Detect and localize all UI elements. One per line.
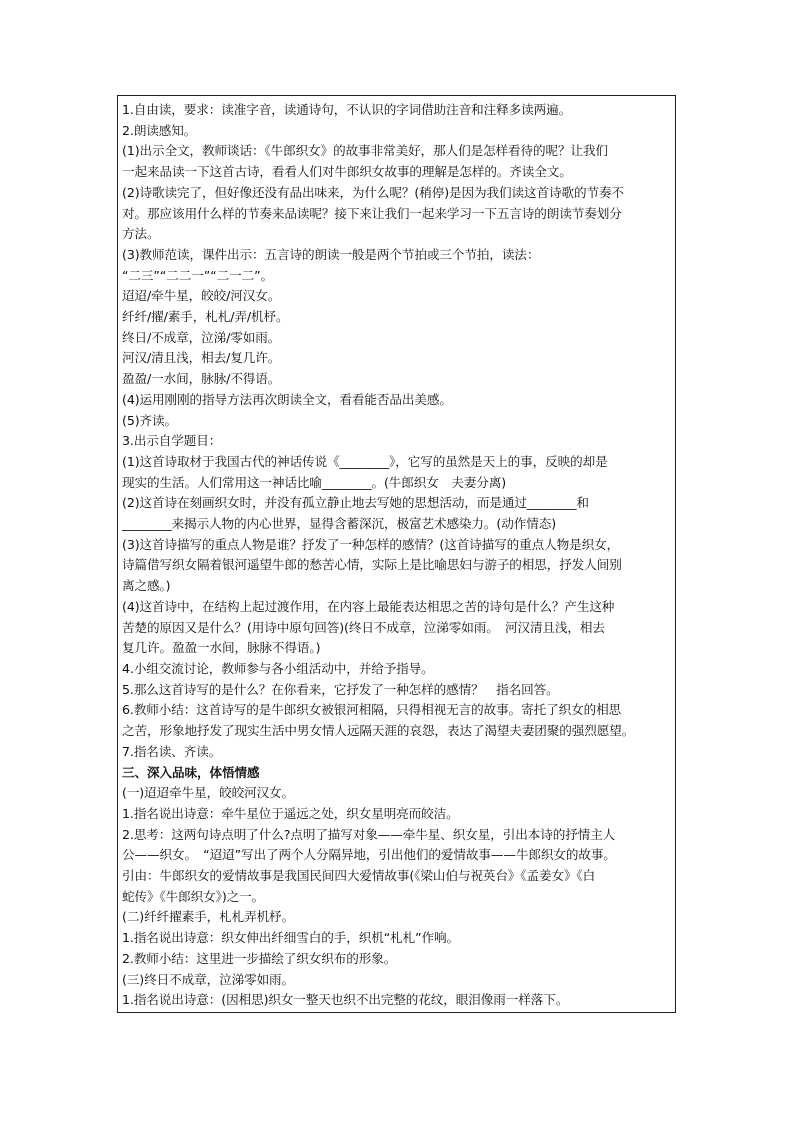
text-line: 1.指名说出诗意：(因相思)织女一整天也织不出完整的花纹，眼泪像雨一样落下。 [122, 992, 569, 1008]
text-line: (2)诗歌读完了，但好像还没有品出味来，为什么呢？(稍停)是因为我们读这首诗歌的节奏不 [122, 184, 624, 200]
text-line: 引由：牛郎织女的爱情故事是我国民间四大爱情故事(《梁山伯与祝英台》《孟姜女》《白 [122, 868, 596, 884]
text-line: “二三”“二二一”“二一二”。 [122, 267, 273, 283]
section-heading: 三、深入品味，体悟情感 [122, 764, 260, 780]
text-line: 复几许。盈盈一水间，脉脉不得语。) [122, 640, 321, 656]
text-line: 一起来品读一下这首古诗，看看人们对牛郎织女故事的理解是怎样的。齐读全文。 [122, 164, 572, 180]
text-line: 2.思考：这两句诗点明了什么?点明了描写对象——牵牛星、织女星，引出本诗的抒情主人 [122, 826, 616, 842]
text-line: ________来揭示人物的内心世界，显得含蓄深沉，极富艺术感染力。(动作情态) [122, 516, 557, 532]
text-line: 苦楚的原因又是什么？(用诗中原句回答)(终日不成章，泣涕零如雨。 河汉清且浅，相去 [122, 619, 605, 635]
text-line: 公——织女。 “迢迢”写出了两个人分隔异地，引出他们的爱情故事——牛郎织女的故事。 [122, 847, 616, 863]
text-line: (1)出示全文，教师谈话：《牛郎织女》的故事非常美好，那人们是怎样看待的呢？让我们 [122, 143, 609, 159]
text-line: 5.那么这首诗写的是什么？在你看来，它抒发了一种怎样的感情？ 指名回答。 [122, 681, 559, 697]
text-line: (三)终日不成章，泣涕零如雨。 [122, 971, 295, 987]
text-line: 之苦，形象地抒发了现实生活中男女情人远隔天涯的哀怨，表达了渴望夫妻团聚的强烈愿望。 [122, 723, 635, 739]
text-line: 盈盈/一水间，脉脉/不得语。 [122, 371, 281, 387]
text-line: (3)教师范读，课件出示：五言诗的朗读一般是两个节拍或三个节拍，读法： [122, 246, 540, 262]
text-line: 对。那应该用什么样的节奏来品读呢？接下来让我们一起来学习一下五言诗的朗读节奏划分 [122, 205, 622, 221]
text-line: 7.指名读、齐读。 [122, 743, 222, 759]
lesson-plan-table-cell [117, 95, 676, 1013]
text-line: 1.指名说出诗意：织女伸出纤细雪白的手，织机“札札”作响。 [122, 930, 460, 946]
text-line: (一)迢迢牵牛星，皎皎河汉女。 [122, 785, 295, 801]
text-line: 1.自由读，要求：读准字音，读通诗句，不认识的字词借助注音和注释多读两遍。 [122, 102, 572, 117]
text-line: 2.朗读感知。 [122, 122, 197, 138]
text-line: (2)这首诗在刻画织女时，并没有孤立静止地去写她的思想活动，而是通过________和 [122, 495, 589, 511]
text-line: 诗篇借写织女隔着银河遥望牛郎的愁苦心情，实际上是比喻思妇与游子的相思，抒发人间别 [122, 557, 622, 573]
text-line: (3)这首诗描写的重点人物是谁？抒发了一种怎样的感情？(这首诗描写的重点人物是织女， [122, 536, 620, 552]
text-line: 3.出示自学题目： [122, 433, 222, 449]
text-line: 纤纤/擢/素手，札札/弄/机杼。 [122, 309, 289, 325]
text-line: (4)运用刚刚的指导方法再次朗读全文，看看能否品出美感。 [122, 391, 452, 407]
text-line: (1)这首诗取材于我国古代的神话传说《________》，它写的虽然是天上的事，反映的却是 [122, 453, 608, 469]
text-line: 方法。 [122, 226, 160, 242]
text-line: 6.教师小结：这首诗写的是牛郎织女被银河相隔，只得相视无言的故事。寄托了织女的相思 [122, 702, 622, 718]
text-line: (4)这首诗中，在结构上起过渡作用，在内容上最能表达相思之苦的诗句是什么？产生这种 [122, 598, 615, 614]
text-line: 迢迢/牵牛星，皎皎/河汉女。 [122, 288, 281, 304]
text-line: (5)齐读。 [122, 412, 178, 428]
text-line: 4.小组交流讨论，教师参与各小组活动中，并给予指导。 [122, 660, 434, 676]
text-line: 河汉/清且浅，相去/复几许。 [122, 350, 281, 366]
text-line: (二)纤纤擢素手，札札弄机杼。 [122, 909, 295, 925]
text-line: 离之感。) [122, 578, 171, 594]
text-line: 终日/不成章，泣涕/零如雨。 [122, 329, 281, 345]
text-line: 2.教师小结：这里进一步描绘了织女织布的形象。 [122, 950, 397, 966]
text-line: 蛇传》《牛郎织女》)之一。 [122, 888, 265, 904]
text-line: 1.指名说出诗意：牵牛星位于遥远之处，织女星明亮而皎洁。 [122, 805, 459, 821]
text-line: 现实的生活。人们常用这一神话比喻________。(牛郎织女 夫妻分离) [122, 474, 507, 490]
